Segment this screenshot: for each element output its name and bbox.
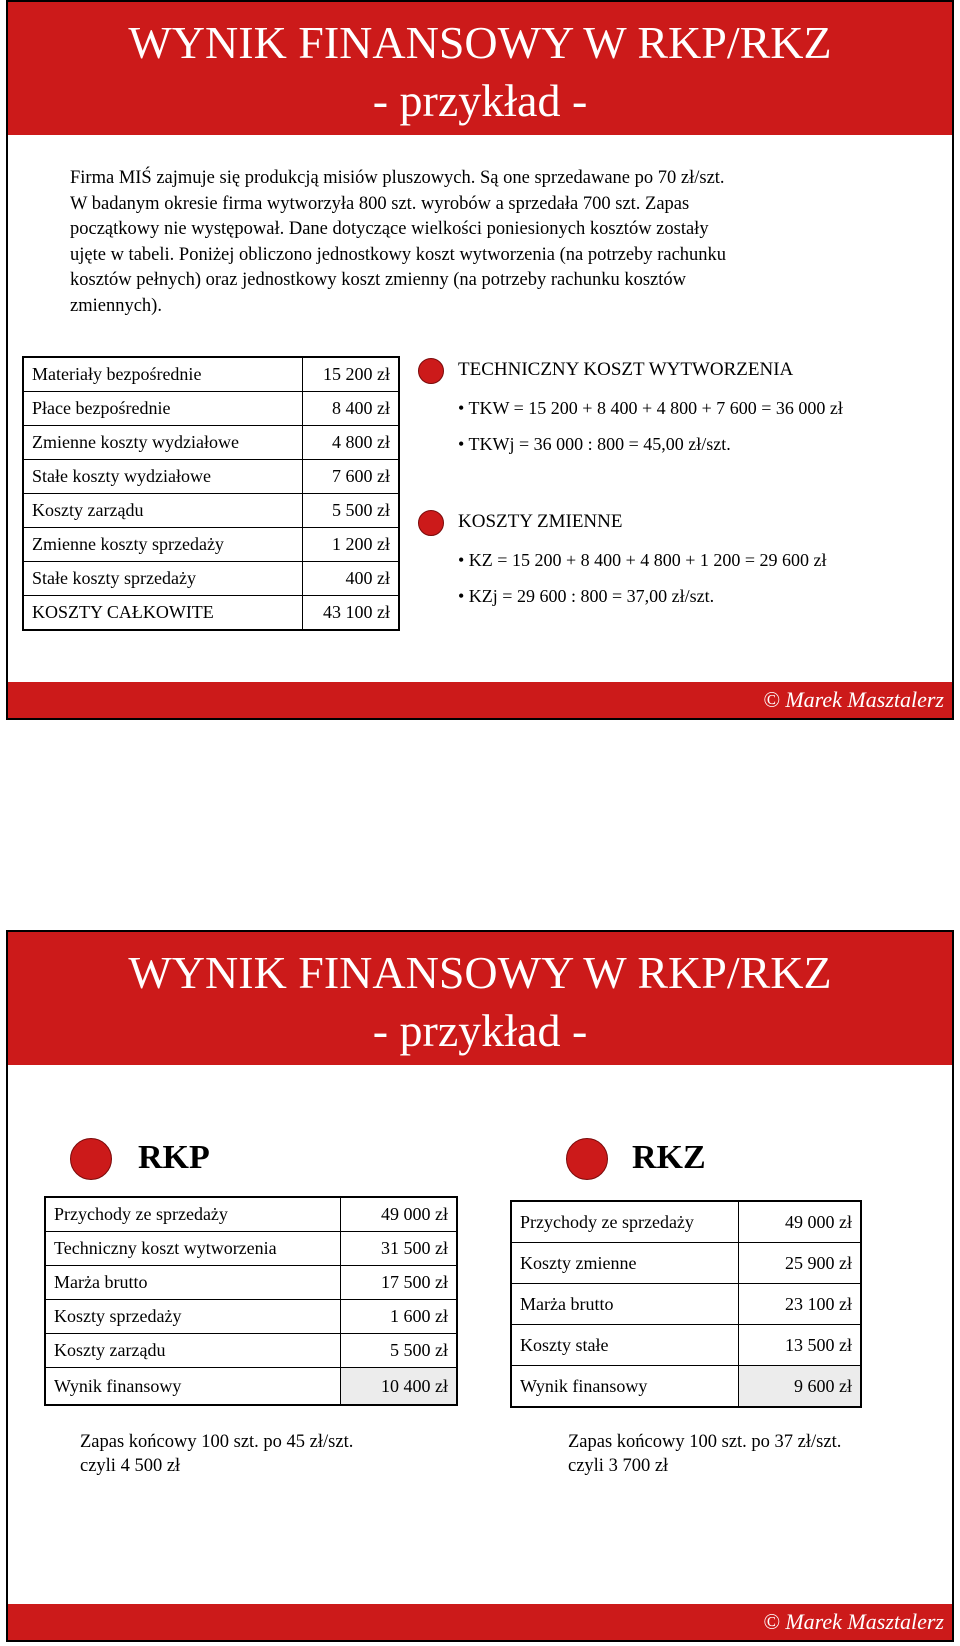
rkz-heading: RKZ: [632, 1139, 706, 1176]
intro-line: Firma MIŚ zajmuje się produkcją misiów pluszowych. Są one sprzedawane po 70 zł/szt.: [70, 168, 725, 188]
table-row: [23, 494, 399, 528]
copyright: © Marek Masztalerz: [763, 687, 944, 712]
result-value: 9 600 zł: [739, 1366, 862, 1408]
table-row: [511, 1201, 861, 1243]
intro-line: ujęte w tabeli. Poniżej obliczono jednostkowy koszt wytworzenia (na potrzeby rachunku: [70, 244, 727, 265]
row-label: Zmienne koszty sprzedaży: [23, 528, 303, 562]
row-value: 4 800 zł: [303, 426, 400, 460]
rkz-note-line: Zapas końcowy 100 szt. po 37 zł/szt.: [568, 1432, 842, 1452]
kzj-formula: • KZj = 29 600 : 800 = 37,00 zł/szt.: [458, 586, 715, 606]
footer-band: [8, 1604, 952, 1640]
row-value: 400 zł: [303, 562, 400, 596]
row-label: Stałe koszty wydziałowe: [23, 460, 303, 494]
slide-title: WYNIK FINANSOWY W RKP/RKZ: [128, 17, 832, 68]
slide-title: WYNIK FINANSOWY W RKP/RKZ: [128, 947, 832, 998]
table-row: [511, 1243, 861, 1284]
intro-line: zmiennych).: [70, 295, 162, 316]
red-bullet-icon: [418, 510, 444, 536]
footer-band: [8, 682, 952, 718]
tkwj-formula: • TKWj = 36 000 : 800 = 45,00 zł/szt.: [458, 434, 731, 454]
row-label: Przychody ze sprzedaży: [45, 1197, 341, 1232]
row-value: 43 100 zł: [303, 596, 400, 631]
copyright: © Marek Masztalerz: [763, 1609, 944, 1634]
row-value: 23 100 zł: [739, 1284, 862, 1325]
row-label: Koszty zarządu: [23, 494, 303, 528]
table-row: [23, 562, 399, 596]
red-bullet-icon: [418, 358, 444, 384]
row-label: KOSZTY CAŁKOWITE: [23, 596, 303, 631]
row-label: Techniczny koszt wytworzenia: [45, 1232, 341, 1266]
row-value: 13 500 zł: [739, 1325, 862, 1366]
row-value: 25 900 zł: [739, 1243, 862, 1284]
rkp-note-line: czyli 4 500 zł: [80, 1456, 181, 1476]
table-row: [23, 426, 399, 460]
row-value: 8 400 zł: [303, 392, 400, 426]
intro-line: W badanym okresie firma wytworzyła 800 szt. wyrobów a sprzedała 700 szt. Zapas: [70, 193, 690, 214]
row-label: Koszty sprzedaży: [45, 1300, 341, 1334]
intro-line: początkowy nie występował. Dane dotyczące wielkości poniesionych kosztów zostały: [70, 219, 709, 239]
row-label: Marża brutto: [511, 1284, 739, 1325]
row-value: 15 200 zł: [303, 357, 400, 392]
row-label: Koszty zarządu: [45, 1334, 341, 1368]
red-bullet-icon: [566, 1138, 608, 1180]
table-row: [511, 1284, 861, 1325]
row-value: 31 500 zł: [341, 1232, 458, 1266]
table-row: [511, 1366, 861, 1408]
table-row: [23, 460, 399, 494]
table-row: [45, 1232, 457, 1266]
title-band: [8, 932, 952, 1065]
row-label: Koszty zmienne: [511, 1243, 739, 1284]
intro-line: kosztów pełnych) oraz jednostkowy koszt zmienny (na potrzeby rachunku kosztów: [70, 270, 686, 290]
table-row: [23, 528, 399, 562]
row-label: Zmienne koszty wydziałowe: [23, 426, 303, 460]
cost-table: [22, 356, 400, 631]
intro-paragraph: [70, 166, 870, 319]
row-label: Wynik finansowy: [511, 1366, 739, 1408]
slide-subtitle: - przykład -: [372, 1005, 588, 1056]
row-label: Przychody ze sprzedaży: [511, 1201, 739, 1243]
table-row: [45, 1266, 457, 1300]
row-label: Marża brutto: [45, 1266, 341, 1300]
rkz-table: [510, 1200, 862, 1408]
row-value: 1 600 zł: [341, 1300, 458, 1334]
table-row: [23, 596, 399, 631]
title-band: [8, 2, 952, 135]
rkz-note-line: czyli 3 700 zł: [568, 1456, 669, 1476]
row-label: Płace bezpośrednie: [23, 392, 303, 426]
table-row: [23, 392, 399, 426]
table-row: [511, 1325, 861, 1366]
tkw-heading: TECHNICZNY KOSZT WYTWORZENIA: [458, 359, 794, 380]
rkp-table: [44, 1196, 458, 1406]
row-value: 5 500 zł: [341, 1334, 458, 1368]
slide-2: [6, 930, 954, 1642]
row-label: Stałe koszty sprzedaży: [23, 562, 303, 596]
rkp-note-line: Zapas końcowy 100 szt. po 45 zł/szt.: [80, 1432, 354, 1452]
table-row: [45, 1197, 457, 1232]
row-label: Koszty stałe: [511, 1325, 739, 1366]
row-value: 17 500 zł: [341, 1266, 458, 1300]
rkp-heading: RKP: [138, 1139, 210, 1176]
table-row: [23, 357, 399, 392]
row-value: 1 200 zł: [303, 528, 400, 562]
kz-formula: • KZ = 15 200 + 8 400 + 4 800 + 1 200 = 29 600 zł: [458, 550, 827, 570]
kz-heading: KOSZTY ZMIENNE: [458, 511, 623, 532]
table-row: [45, 1368, 457, 1406]
red-bullet-icon: [70, 1138, 112, 1180]
row-value: 49 000 zł: [341, 1197, 458, 1232]
slide-subtitle: - przykład -: [372, 75, 588, 126]
row-value: 5 500 zł: [303, 494, 400, 528]
result-value: 10 400 zł: [341, 1368, 458, 1406]
tkw-formula: • TKW = 15 200 + 8 400 + 4 800 + 7 600 = 36 000 zł: [458, 398, 843, 418]
row-label: Materiały bezpośrednie: [23, 357, 303, 392]
row-value: 49 000 zł: [739, 1201, 862, 1243]
table-row: [45, 1334, 457, 1368]
table-row: [45, 1300, 457, 1334]
slide-1: [6, 0, 954, 720]
row-label: Wynik finansowy: [45, 1368, 341, 1406]
row-value: 7 600 zł: [303, 460, 400, 494]
